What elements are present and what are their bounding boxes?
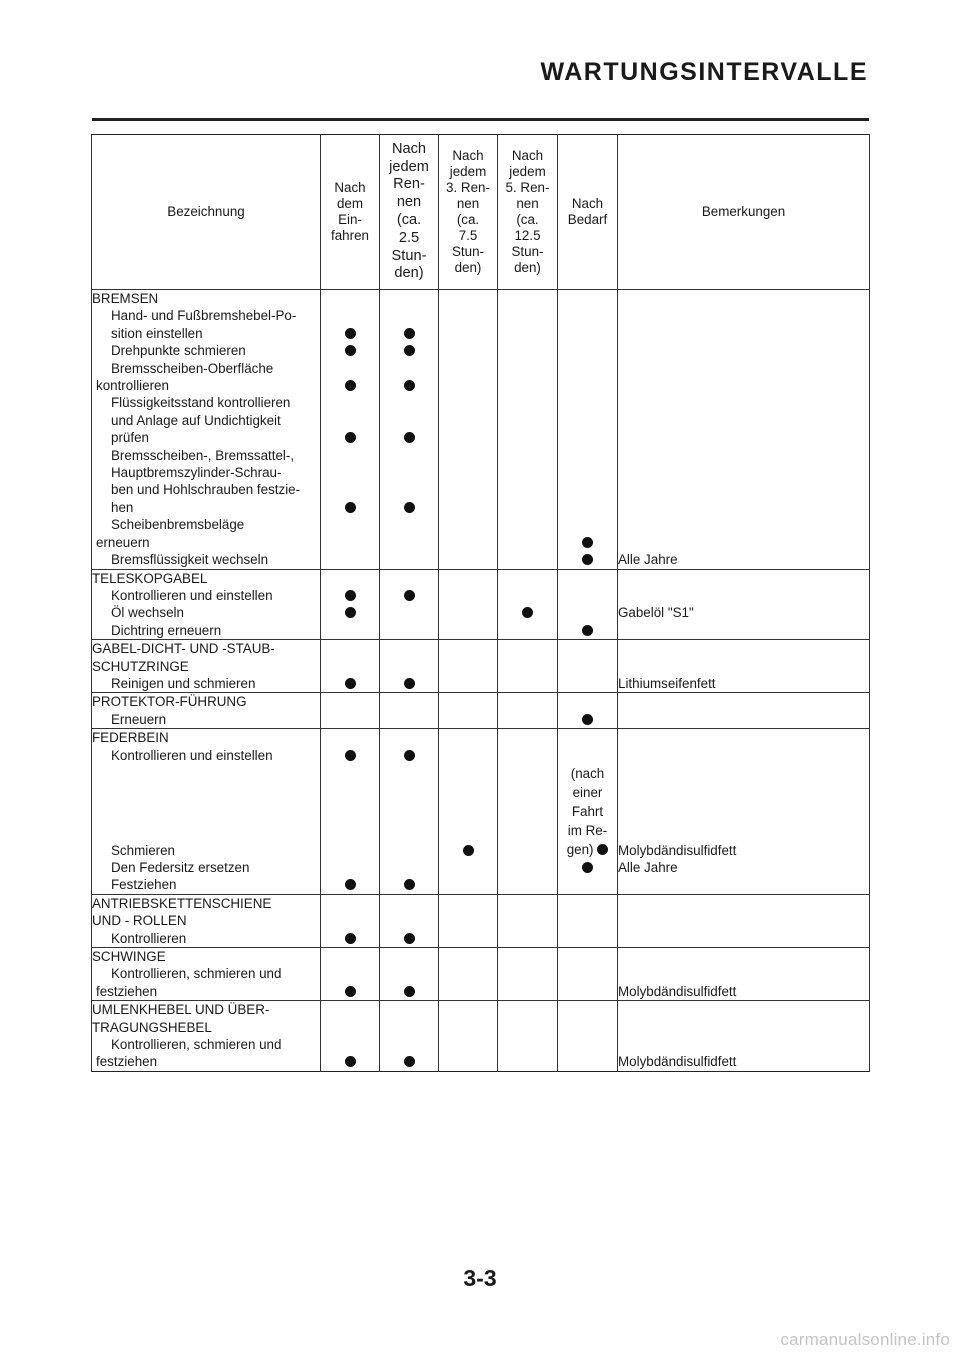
table-row (92, 360, 870, 395)
empty-cell (618, 948, 870, 966)
header-every-race: Nach jedem Ren- nen (ca. 2.5 Stun- den) (380, 135, 439, 290)
empty-cell (558, 290, 618, 308)
item-name (92, 622, 321, 640)
section-title-text: PROTEKTOR-FÜHRUNG (92, 694, 247, 710)
section-title (92, 729, 321, 747)
item-name (92, 859, 321, 876)
section-title-text: UMLENKHEBEL UND ÜBER- TRAGUNGSHEBEL (92, 1002, 270, 1035)
empty-cell (321, 290, 380, 308)
bullet-dot-icon (345, 502, 356, 513)
item-name (92, 342, 321, 359)
page-title: WARTUNGSINTERVALLE (540, 58, 868, 86)
item-name (92, 930, 321, 948)
bullet-dot-icon (582, 537, 593, 548)
empty-cell (618, 729, 870, 747)
interval-cell (380, 394, 439, 446)
interval-cell (498, 965, 558, 1000)
interval-cell (558, 930, 618, 948)
interval-cell (380, 764, 439, 859)
interval-cell (439, 394, 498, 446)
interval-cell (380, 587, 439, 604)
watermark: carmanualsonline.info (780, 1330, 950, 1349)
item-remark: Molybdändisulfidfett (618, 1036, 870, 1071)
interval-cell (439, 604, 498, 621)
empty-cell (439, 1001, 498, 1036)
interval-cell (498, 711, 558, 729)
empty-cell (498, 1001, 558, 1036)
item-remark: Alle Jahre (618, 859, 870, 876)
interval-cell (439, 930, 498, 948)
interval-cell (380, 859, 439, 876)
bullet-dot-icon (345, 678, 356, 689)
interval-cell (498, 930, 558, 948)
interval-cell (380, 360, 439, 395)
item-name (92, 551, 321, 569)
header-remarks: Bemerkungen (618, 135, 870, 290)
title-rule (92, 118, 869, 121)
interval-cell (558, 307, 618, 342)
item-name-text: Öl wechseln (111, 605, 184, 621)
interval-cell (498, 360, 558, 395)
item-remark (618, 587, 870, 604)
interval-cell (558, 587, 618, 604)
item-remark (618, 447, 870, 517)
empty-cell (558, 569, 618, 587)
table-header-row (92, 135, 870, 290)
table-row (92, 587, 870, 604)
interval-cell (439, 622, 498, 640)
empty-cell (439, 290, 498, 308)
header-name: Bezeichnung (92, 135, 321, 290)
item-name (92, 675, 321, 693)
item-remark (618, 876, 870, 894)
interval-cell (558, 622, 618, 640)
empty-cell (498, 729, 558, 747)
item-remark (618, 747, 870, 764)
interval-cell (498, 622, 558, 640)
interval-cell (498, 876, 558, 894)
interval-cell (439, 859, 498, 876)
item-remark (618, 307, 870, 342)
interval-cell (439, 551, 498, 569)
section-title-text: GABEL-DICHT- UND -STAUB- SCHUTZRINGE (92, 641, 275, 674)
empty-cell (439, 948, 498, 966)
empty-cell (380, 640, 439, 675)
table-row (92, 711, 870, 729)
item-name-text: Erneuern (111, 711, 167, 727)
header-every-3rd-race: Nach jedem 3. Ren- nen (ca. 7.5 Stun- den) (439, 135, 498, 290)
interval-cell (380, 551, 439, 569)
interval-cell (439, 516, 498, 551)
bullet-dot-icon (522, 607, 533, 618)
interval-cell (558, 360, 618, 395)
section-row (92, 693, 870, 711)
interval-cell (321, 394, 380, 446)
interval-cell (498, 604, 558, 621)
empty-cell (498, 948, 558, 966)
empty-cell (321, 729, 380, 747)
item-name (92, 447, 321, 517)
empty-cell (558, 640, 618, 675)
bullet-dot-icon (404, 380, 415, 391)
empty-cell (321, 894, 380, 929)
interval-cell (558, 447, 618, 517)
interval-cell (498, 516, 558, 551)
empty-cell (380, 948, 439, 966)
section-title (92, 693, 321, 711)
item-name (92, 307, 321, 342)
bullet-dot-icon (404, 879, 415, 890)
item-remark (618, 711, 870, 729)
item-name-text: Flüssigkeitsstand kontrollieren und Anlage auf Undichtigkeit prüfen (111, 395, 291, 446)
empty-cell (618, 894, 870, 929)
interval-cell (439, 747, 498, 764)
interval-cell (380, 965, 439, 1000)
item-name-text: Bremsscheiben-Oberfläche kontrollieren (96, 360, 274, 394)
section-row (92, 640, 870, 675)
interval-cell (321, 307, 380, 342)
interval-cell (439, 876, 498, 894)
bullet-dot-icon (345, 986, 356, 997)
interval-cell (498, 587, 558, 604)
empty-cell (498, 569, 558, 587)
interval-cell (558, 551, 618, 569)
interval-cell (321, 675, 380, 693)
empty-cell (439, 693, 498, 711)
table-body (92, 290, 870, 1072)
empty-cell (380, 729, 439, 747)
empty-cell (498, 290, 558, 308)
table-row (92, 876, 870, 894)
empty-cell (618, 290, 870, 308)
item-name-text: Kontrollieren, schmieren und festziehen (96, 1037, 282, 1070)
interval-cell (498, 1036, 558, 1071)
table-row (92, 965, 870, 1000)
item-name (92, 711, 321, 729)
bullet-dot-icon (345, 590, 356, 601)
empty-cell (380, 693, 439, 711)
bullet-dot-icon (404, 590, 415, 601)
bullet-dot-icon (345, 1056, 356, 1067)
bullet-dot-icon (404, 502, 415, 513)
empty-cell (380, 290, 439, 308)
item-name (92, 587, 321, 604)
interval-cell (380, 342, 439, 359)
empty-cell (321, 948, 380, 966)
interval-cell (380, 604, 439, 621)
bullet-dot-icon (345, 750, 356, 761)
empty-cell (558, 894, 618, 929)
table-row (92, 551, 870, 569)
section-title (92, 640, 321, 675)
item-name-text: Dichtring erneuern (111, 622, 222, 638)
bullet-dot-icon (404, 328, 415, 339)
interval-cell (380, 930, 439, 948)
bullet-dot-icon (582, 714, 593, 725)
empty-cell (439, 894, 498, 929)
interval-cell (439, 965, 498, 1000)
empty-cell (321, 1001, 380, 1036)
section-title (92, 569, 321, 587)
interval-cell (498, 342, 558, 359)
table-row (92, 764, 870, 859)
item-name (92, 965, 321, 1000)
bullet-dot-icon (582, 862, 593, 873)
interval-cell (380, 1036, 439, 1071)
interval-cell (321, 342, 380, 359)
empty-cell (618, 693, 870, 711)
section-row (92, 569, 870, 587)
section-row (92, 729, 870, 747)
table-row (92, 604, 870, 621)
empty-cell (380, 894, 439, 929)
bullet-dot-icon (345, 607, 356, 618)
item-remark: Lithiumseifenfett (618, 675, 870, 693)
interval-cell (558, 1036, 618, 1071)
interval-cell (321, 711, 380, 729)
interval-cell (380, 876, 439, 894)
item-remark (618, 516, 870, 551)
interval-cell (321, 622, 380, 640)
section-title (92, 1001, 321, 1036)
interval-cell (498, 764, 558, 859)
table-row (92, 447, 870, 517)
item-name-text: Kontrollieren und einstellen (111, 587, 273, 603)
empty-cell (498, 640, 558, 675)
interval-cell (321, 604, 380, 621)
item-remark: Molybdändisulfidfett (618, 764, 870, 859)
interval-cell (380, 516, 439, 551)
empty-cell (380, 1001, 439, 1036)
bullet-dot-icon (345, 345, 356, 356)
interval-cell (439, 711, 498, 729)
empty-cell (498, 693, 558, 711)
interval-cell (498, 747, 558, 764)
table-row (92, 930, 870, 948)
interval-cell (439, 675, 498, 693)
item-name-text: Reinigen und schmieren (111, 675, 256, 691)
bullet-dot-icon (404, 986, 415, 997)
interval-cell (439, 764, 498, 859)
interval-cell (498, 675, 558, 693)
interval-cell (498, 859, 558, 876)
interval-cell (321, 876, 380, 894)
bullet-dot-icon (404, 1056, 415, 1067)
section-title (92, 894, 321, 929)
item-name-text: Kontrollieren und einstellen (111, 747, 273, 763)
interval-cell (558, 747, 618, 764)
interval-cell (321, 447, 380, 517)
item-remark (618, 394, 870, 446)
section-row (92, 1001, 870, 1036)
interval-cell (439, 447, 498, 517)
interval-cell (498, 551, 558, 569)
bullet-dot-icon (463, 845, 474, 856)
interval-cell (558, 876, 618, 894)
interval-cell (558, 394, 618, 446)
page-number: 3-3 (463, 1265, 497, 1291)
interval-cell (380, 307, 439, 342)
interval-cell (321, 930, 380, 948)
item-name-text: Den Federsitz ersetzen (111, 859, 250, 875)
empty-cell (618, 640, 870, 675)
empty-cell (558, 1001, 618, 1036)
interval-cell (380, 747, 439, 764)
item-name (92, 360, 321, 395)
empty-cell (558, 729, 618, 747)
empty-cell (380, 569, 439, 587)
item-remark (618, 360, 870, 395)
interval-cell (321, 551, 380, 569)
section-row (92, 948, 870, 966)
bullet-dot-icon (345, 380, 356, 391)
table-row (92, 747, 870, 764)
table-row (92, 394, 870, 446)
table-row (92, 516, 870, 551)
bullet-dot-icon (582, 554, 593, 565)
section-title-text: TELESKOPGABEL (92, 570, 208, 586)
empty-cell (321, 693, 380, 711)
item-name (92, 747, 321, 764)
item-remark (618, 342, 870, 359)
section-row (92, 894, 870, 929)
interval-cell (558, 965, 618, 1000)
interval-cell (380, 622, 439, 640)
interval-note: (nach einer Fahrt im Re- gen) (566, 765, 608, 857)
interval-cell (498, 394, 558, 446)
empty-cell (321, 569, 380, 587)
item-name (92, 604, 321, 621)
interval-cell (380, 711, 439, 729)
table-row (92, 859, 870, 876)
interval-cell (321, 747, 380, 764)
item-name-text: Festziehen (111, 877, 177, 893)
item-name-text: Hand- und Fußbremshebel-Po- sition einstellen (111, 308, 297, 341)
section-title-text: BREMSEN (92, 291, 159, 306)
interval-cell (380, 447, 439, 517)
interval-cell (321, 764, 380, 859)
bullet-dot-icon (345, 328, 356, 339)
interval-cell (321, 965, 380, 1000)
item-name (92, 764, 321, 859)
interval-cell (321, 360, 380, 395)
interval-cell (558, 516, 618, 551)
bullet-dot-icon (345, 432, 356, 443)
item-remark (618, 930, 870, 948)
bullet-dot-icon (597, 844, 608, 855)
item-name-text: Drehpunkte schmieren (111, 343, 246, 359)
interval-cell (498, 447, 558, 517)
bullet-dot-icon (345, 879, 356, 890)
section-title-text: FEDERBEIN (92, 730, 169, 746)
interval-cell (558, 342, 618, 359)
interval-cell (439, 360, 498, 395)
empty-cell (439, 569, 498, 587)
section-title-text: SCHWINGE (92, 949, 166, 964)
bullet-dot-icon (404, 750, 415, 761)
item-remark (618, 622, 870, 640)
empty-cell (558, 948, 618, 966)
section-row (92, 290, 870, 308)
item-name-text: Bremsscheiben-, Bremssattel-, Hauptbremszylinder-Schrau- ben und Hohlschrauben festzie- hen (111, 447, 301, 515)
table-row (92, 675, 870, 693)
bullet-dot-icon (404, 933, 415, 944)
interval-cell (558, 859, 618, 876)
maintenance-table (91, 134, 870, 1072)
table-row (92, 1036, 870, 1071)
header-every-5th-race: Nach jedem 5. Ren- nen (ca. 12.5 Stun- den) (498, 135, 558, 290)
section-title-text: ANTRIEBSKETTENSCHIENE UND - ROLLEN (92, 895, 272, 929)
bullet-dot-icon (582, 625, 593, 636)
empty-cell (498, 894, 558, 929)
empty-cell (618, 1001, 870, 1036)
section-title (92, 290, 321, 308)
interval-cell (498, 307, 558, 342)
interval-cell (439, 307, 498, 342)
empty-cell (558, 693, 618, 711)
item-name (92, 1036, 321, 1071)
item-name-text: Kontrollieren, schmieren und festziehen (96, 966, 282, 999)
interval-cell (321, 587, 380, 604)
item-remark: Gabelöl "S1" (618, 604, 870, 621)
interval-cell (321, 1036, 380, 1071)
empty-cell (618, 569, 870, 587)
interval-cell (558, 711, 618, 729)
interval-cell (558, 604, 618, 621)
interval-cell (439, 1036, 498, 1071)
interval-cell (439, 587, 498, 604)
interval-cell (439, 342, 498, 359)
item-name (92, 516, 321, 551)
interval-cell (558, 675, 618, 693)
item-name-text: Kontrollieren (111, 930, 187, 946)
bullet-dot-icon (345, 933, 356, 944)
interval-cell (321, 859, 380, 876)
header-as-required: Nach Bedarf (558, 135, 618, 290)
item-remark: Molybdändisulfidfett (618, 965, 870, 1000)
bullet-dot-icon (404, 345, 415, 356)
item-name-text: Bremsflüssigkeit wechseln (111, 552, 269, 568)
bullet-dot-icon (404, 678, 415, 689)
empty-cell (439, 640, 498, 675)
section-title (92, 948, 321, 966)
header-after-break-in: Nach dem Ein- fahren (321, 135, 380, 290)
table-row (92, 622, 870, 640)
table-row (92, 342, 870, 359)
empty-cell (321, 640, 380, 675)
interval-cell (558, 764, 618, 859)
item-name-text: Scheibenbremsbeläge erneuern (96, 517, 245, 550)
item-name-text: Schmieren (111, 842, 176, 858)
interval-cell (380, 675, 439, 693)
item-name (92, 876, 321, 894)
interval-cell (321, 516, 380, 551)
bullet-dot-icon (404, 432, 415, 443)
item-remark: Alle Jahre (618, 551, 870, 569)
item-name (92, 394, 321, 446)
empty-cell (439, 729, 498, 747)
table-row (92, 307, 870, 342)
